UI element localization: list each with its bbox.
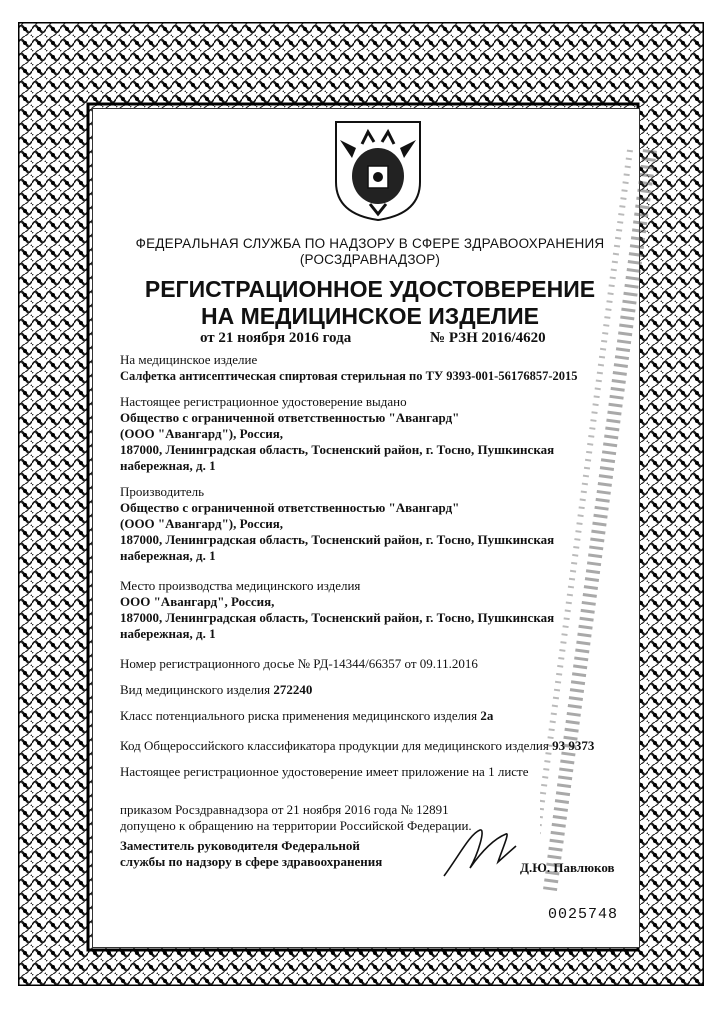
okp-section [120,738,620,754]
issued-to-line-1: Общество с ограниченной ответственностью "Авангард" [120,410,460,425]
production-site-section [120,578,620,642]
okp-value: 93 9373 [552,738,595,753]
dossier-label: Номер регистрационного досье № [120,656,310,671]
device-value: Салфетка антисептическая спиртовая стерильная по ТУ 9393-001-56176857-2015 [120,369,578,383]
order-line-2: допущено к обращению на территории Российской Федерации. [120,818,472,833]
device-label: На медицинское изделие [120,352,258,367]
signatory-title-line-1: Заместитель руководителя Федеральной [120,838,360,853]
kind-value: 272240 [273,682,313,697]
production-site-label: Место производства медицинского изделия [120,578,361,593]
signatory-title-line-2: службы по надзору в сфере здравоохранения [120,854,383,869]
issued-to-section [120,394,620,474]
production-site-line-2: 187000, Ленинградская область, Тосненский район, г. Тосно, Пушкинская [120,610,555,625]
dossier-value: РД-14344/66357 от 09.11.2016 [313,656,478,671]
risk-class-value: 2а [480,708,494,723]
signatory-name: Д.Ю. Павлюков [520,860,615,875]
manufacturer-line-2: (ООО "Авангард"), Россия, [120,516,284,531]
production-site-line-1: ООО "Авангард", Россия, [120,594,275,609]
risk-class-label: Класс потенциального риска применения медицинского изделия [120,708,478,723]
coat-of-arms-icon [332,118,424,222]
risk-class-section [120,708,620,724]
device-section [120,352,620,384]
issued-to-label: Настоящее регистрационное удостоверение выдано [120,394,407,409]
dossier-section [120,656,620,672]
certificate-title [120,276,620,330]
agency-line-1: ФЕДЕРАЛЬНАЯ СЛУЖБА ПО НАДЗОРУ В СФЕРЕ ЗДРАВООХРАНЕНИЯ [135,236,605,251]
agency-line-2: (РОСЗДРАВНАДЗОР) [299,252,441,267]
title-line-1: РЕГИСТРАЦИОННОЕ УДОСТОВЕРЕНИЕ [144,276,596,302]
order-section [120,802,620,834]
appendix-text: Настоящее регистрационное удостоверение имеет приложение на 1 листе [120,764,529,779]
title-line-2: НА МЕДИЦИНСКОЕ ИЗДЕЛИЕ [201,303,539,329]
issued-to-line-2: (ООО "Авангард"), Россия, [120,426,284,441]
order-line-1: приказом Росздравнадзора от 21 ноября 2016 года № 12891 [120,802,449,817]
appendix-section [120,764,620,780]
issued-to-line-3: 187000, Ленинградская область, Тосненский район, г. Тосно, Пушкинская [120,442,555,457]
manufacturer-label: Производитель [120,484,205,499]
agency-name [130,236,610,268]
manufacturer-line-4: набережная, д. 1 [120,548,216,563]
manufacturer-line-1: Общество с ограниченной ответственностью "Авангард" [120,500,460,515]
kind-section [120,682,620,698]
production-site-line-3: набережная, д. 1 [120,626,216,641]
kind-label: Вид медицинского изделия [120,682,271,697]
certificate-date: от 21 ноября 2016 года [200,330,352,346]
okp-label: Код Общероссийского классификатора продукции для медицинского изделия [120,738,549,753]
certificate-number: № РЗН 2016/4620 [430,330,546,346]
manufacturer-line-3: 187000, Ленинградская область, Тосненский район, г. Тосно, Пушкинская [120,532,555,547]
handwritten-signature [440,824,520,884]
issued-to-line-4: набережная, д. 1 [120,458,216,473]
serial-number: 0025748 [548,906,619,923]
manufacturer-section [120,484,620,564]
